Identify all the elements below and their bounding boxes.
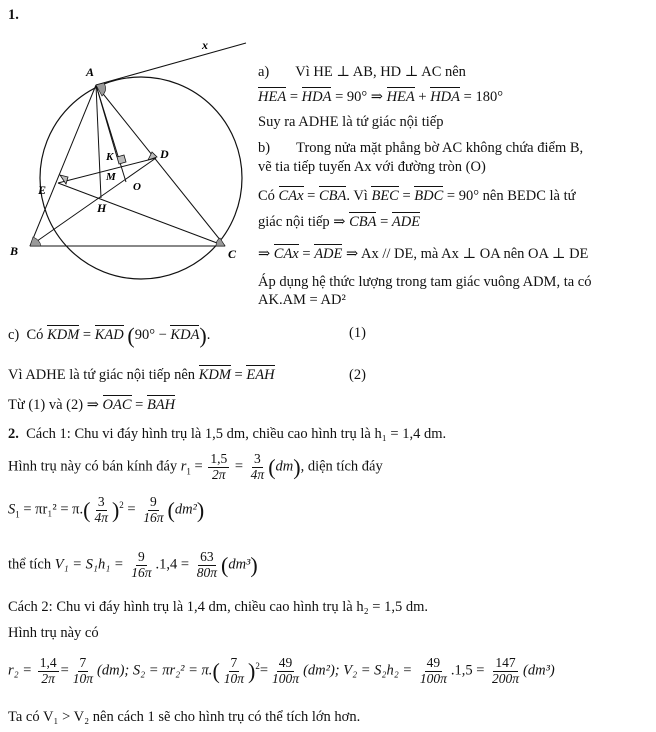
problem-2-r1: Hình trụ này có bán kính đáy $r_1$ = $\frac{1,5}{2\pi}$ = $\frac{3}{4\pi}$ (dm), diện tích đáy: [8, 451, 383, 482]
fraction: $\frac{49}{100\pi}$: [419, 655, 447, 686]
fraction: $\frac{147}{200\pi}$: [492, 655, 520, 686]
label-m: M: [106, 171, 116, 183]
fraction: $\frac{3}{4\pi}$: [94, 494, 108, 525]
angle-mark-c: [216, 238, 225, 246]
fraction: $\frac{7}{10\pi}$: [223, 655, 245, 686]
part-b-line4: giác nội tiếp ⇒ CBA = ADE: [258, 214, 421, 230]
altitude-ad: [30, 158, 156, 246]
fraction: $\frac{9}{16\pi}$: [131, 549, 152, 580]
part-b-line3: Có CAx = CBA. Vì BEC = BDC = 90° nên BEDC là tứ: [258, 188, 576, 204]
circle-o: [40, 77, 242, 279]
part-c-line1: c) Có KDM = KAD (90° − KDA).: [8, 323, 211, 348]
label-b: B: [10, 244, 19, 258]
geometry-figure: [0, 30, 256, 300]
label-a: A: [86, 65, 95, 79]
angle-mark-b: [30, 237, 41, 246]
altitude-ah: [96, 85, 101, 198]
problem-2-s1: $S_1 = \pi r_1^2 = \pi$.( $\frac{3}{4\pi}$ )$^2$ = $\frac{9}{16\pi}$ (dm²): [8, 494, 205, 525]
side-ab: [30, 85, 96, 246]
label-c: C: [228, 247, 237, 261]
problem-2-v1: thể tích V₁ = S₁h₁ = $\frac{9}{16\pi}$ .1,4 = $\frac{63}{80\pi}$ (dm³): [8, 549, 258, 580]
fraction: $\frac{1,4}{2\pi}$: [39, 655, 57, 686]
label-h: H: [97, 201, 107, 215]
problem-2-conclusion: Ta có V₁ > V₂ nên cách 1 sẽ cho hình trụ có thể tích lớn hơn.: [8, 709, 361, 725]
problem-2-way2: Cách 2: Chu vi đáy hình trụ là 1,4 dm, chiều cao hình trụ là h₂ = 1,5 dm.: [8, 599, 428, 615]
part-c-line2: Vì ADHE là tứ giác nội tiếp nên KDM = EAH: [8, 367, 275, 383]
label-x: x: [202, 38, 208, 52]
label-o: O: [133, 181, 141, 193]
fraction: $\frac{1,5}{2\pi}$: [210, 451, 228, 482]
part-a-line3: Suy ra ADHE là tứ giác nội tiếp: [258, 114, 444, 130]
part-b-line1: b) Trong nửa mặt phẳng bờ AC không chứa điểm B,: [258, 140, 584, 156]
label-d: D: [160, 147, 169, 161]
problem-1-number: 1.: [8, 7, 19, 23]
part-c-ref1: (1): [349, 325, 366, 341]
part-b-line6: Áp dụng hệ thức lượng trong tam giác vuông ADM, ta có: [258, 274, 592, 290]
problem-2-way2-line2: Hình trụ này có: [8, 625, 99, 641]
fraction: $\frac{49}{100\pi}$: [272, 655, 300, 686]
problem-2-number: 2.: [8, 426, 19, 442]
part-a-line1: a) Vì HE ⊥ AB, HD ⊥ AC nên: [258, 64, 466, 80]
right-angle-k: [117, 155, 126, 164]
tangent-ax: [96, 43, 246, 85]
fraction: $\frac{7}{10\pi}$: [72, 655, 94, 686]
fraction: $\frac{9}{16\pi}$: [143, 494, 164, 525]
part-c-line3: Từ (1) và (2) ⇒ OAC = BAH: [8, 397, 176, 413]
part-b-line7: AK.AM = AD²: [258, 292, 346, 308]
part-c-ref2: (2): [349, 367, 366, 383]
fraction: $\frac{3}{4\pi}$: [250, 451, 265, 482]
part-a-equation: HEA = HDA = 90° ⇒ HEA + HDA = 180°: [258, 89, 503, 105]
part-b-line5: ⇒ CAx = ADE ⇒ Ax // DE, mà Ax ⊥ OA nên OA ⊥ DE: [258, 246, 589, 262]
fraction: $\frac{63}{80\pi}$: [196, 549, 217, 580]
label-e: E: [38, 183, 47, 197]
part-b-line2: vẽ tia tiếp tuyến Ax với đường tròn (O): [258, 159, 486, 175]
label-k: K: [106, 151, 114, 163]
problem-2-r2-s2-v2: r₂ = $\frac{1,4}{2\pi}$ = $\frac{7}{10\pi}$ (dm); S₂ = πr₂² = π.( $\frac{7}{10\pi}$ )$^2$= $\frac{49}{100\pi}$ (dm²); V₂ = S₂h₂ = $\frac{49}{100\pi}$ .1,5 = $\frac{147}{200\pi}$ (dm³): [8, 655, 555, 686]
problem-2-intro: 2. Cách 1: Chu vi đáy hình trụ là 1,5 dm, chiều cao hình trụ là h₁ = 1,4 dm.: [8, 426, 447, 442]
